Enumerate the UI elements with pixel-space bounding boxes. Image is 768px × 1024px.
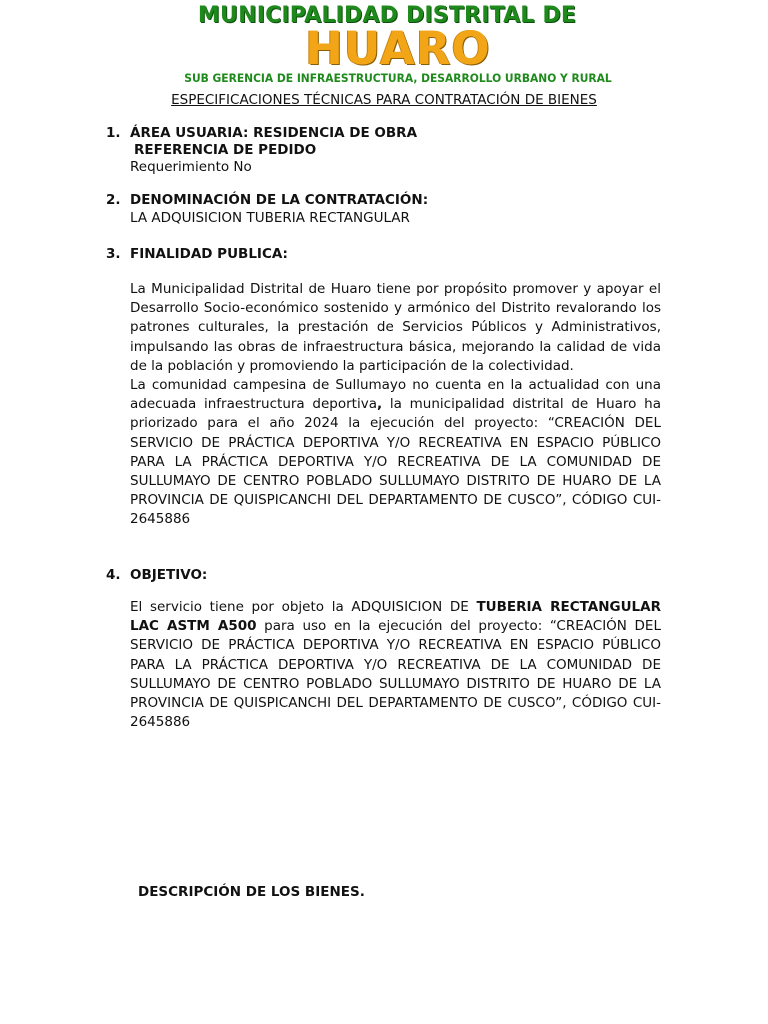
section-4-title: OBJETIVO: (130, 567, 208, 583)
section-4-paragraph (130, 598, 661, 732)
section-2-text: LA ADQUISICION TUBERIA RECTANGULAR (130, 210, 410, 226)
section-1-number: 1. (106, 125, 121, 141)
section-3-para2-comma: , (377, 396, 383, 413)
section-3-para2b: la municipalidad distrital de Huaro ha priorizado para el año 2024 la ejecución del proyecto: “CREACIÓN DEL SERVICIO DE PRÁCTICA DEPORTIVA Y/O RECREATIVA EN ESPACIO PÚBLICO PARA LA PRÁCTICA DEPORTIVA Y/O RECREATIVA DE LA COMUNIDAD DE SULLUMAYO DE CENTRO POBLADO SULLUMAYO DISTRITO DE HUARO DE LA PROVINCIA DE QUISPICANCHI DEL DEPARTAMENTO DE CUSCO”, CÓDIGO CUI-2645886 (130, 396, 661, 528)
section-3-para1: La Municipalidad Distrital de Huaro tiene por propósito promover y apoyar el Desarrollo Socio-económico sostenido y armónico del Distrito revalorando los patrones culturales, la prestación de Servicios Públicos y Administrativos, impulsando las obras de infraestructura básica, mejorando la calidad de vida de la población y promoviendo la participación de la colectividad. (130, 281, 661, 374)
section-4-para-b: para uso en la ejecución del proyecto: “CREACIÓN DEL SERVICIO DE PRÁCTICA DEPORTIVA Y/O RECREATIVA EN ESPACIO PÚBLICO PARA LA PRÁCTICA DEPORTIVA Y/O RECREATIVA DE LA COMUNIDAD DE SULLUMAYO DE CENTRO POBLADO SULLUMAYO DISTRITO DE HUARO DE LA PROVINCIA DE QUISPICANCHI DEL DEPARTAMENTO DE CUSCO”, CÓDIGO CUI-2645886 (130, 618, 661, 731)
section-2-title: DENOMINACIÓN DE LA CONTRATACIÓN: (130, 192, 429, 208)
letterhead-district-name: HUARO (305, 22, 491, 75)
description-heading: DESCRIPCIÓN DE LOS BIENES. (138, 884, 365, 900)
letterhead-subgerencia-line: SUB GERENCIA DE INFRAESTRUCTURA, DESARROLLO URBANO Y RURAL (184, 71, 612, 85)
section-3-number: 3. (106, 246, 121, 262)
section-1-subtitle: REFERENCIA DE PEDIDO (134, 142, 317, 158)
section-4-para-a: El servicio tiene por objeto la ADQUISICION DE (130, 599, 477, 615)
section-1-text: Requerimiento No (130, 159, 252, 175)
section-4-para-bold: TUBERIA RECTANGULAR LAC ASTM A500 (130, 599, 661, 635)
section-3-paragraph (130, 280, 661, 530)
document-title: ESPECIFICACIONES TÉCNICAS PARA CONTRATACIÓN DE BIENES (171, 92, 597, 108)
section-2-number: 2. (106, 192, 121, 208)
section-4-number: 4. (106, 567, 121, 583)
section-3-title: FINALIDAD PUBLICA: (130, 246, 288, 262)
section-3-para2a: La comunidad campesina de Sullumayo no cuenta en la actualidad con una adecuada infraestructura deportiva (130, 377, 661, 413)
letterhead-municipality-line: MUNICIPALIDAD DISTRITAL DE (197, 3, 577, 28)
section-1-title: ÁREA USUARIA: RESIDENCIA DE OBRA (130, 125, 418, 141)
